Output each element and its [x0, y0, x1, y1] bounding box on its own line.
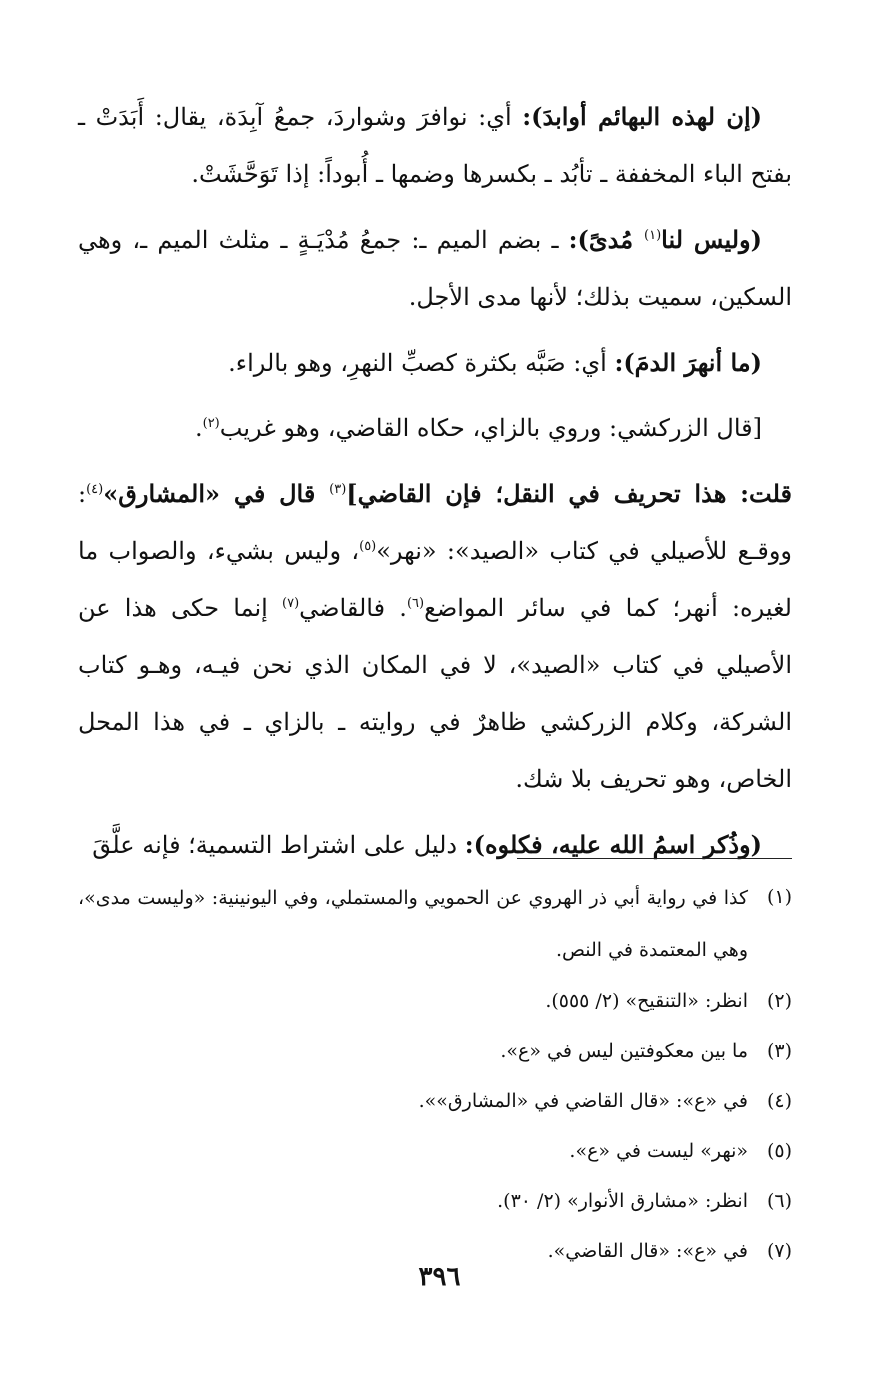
paragraph-heading: (وذُكر اسمُ الله عليه، فكلوه): [464, 830, 762, 859]
paragraph-body: [قال الزركشي: وروي بالزاي، حكاه القاضي، وهو غريب [219, 414, 762, 442]
footnote-text: في «ع»: «قال القاضي في «المشارق»». [418, 1090, 748, 1112]
footnote-ref[interactable]: (١) [644, 228, 662, 243]
footnote-ref[interactable]: (٤) [86, 482, 104, 497]
footnote-number: (٦) [766, 1190, 792, 1212]
paragraph-heading: قلت: هذا تحريف في النقل؛ فإن القاضي] [346, 479, 792, 508]
paragraph-heading: (وليس لنا [661, 225, 763, 254]
paragraph-heading-cont: مُدىً): [568, 225, 645, 254]
footnote-ref[interactable]: (٢) [202, 416, 220, 431]
paragraph-heading: (ما أنهرَ الدمَ): [614, 348, 762, 377]
footnote-ref[interactable]: (٧) [282, 596, 300, 611]
footnote-ref[interactable]: (٥) [359, 539, 377, 554]
page-number: ٣٩٦ [418, 1262, 461, 1292]
paragraph-body: : ووقـع للأصيلي في كتاب «الصيد»: «نهر» [78, 480, 792, 565]
footnote-text: في «ع»: «قال القاضي». [547, 1240, 748, 1262]
footnote-2 [78, 976, 792, 1026]
paragraph-body: دليل على اشتراط التسمية؛ فإنه علَّقَ [92, 831, 465, 859]
paragraph-dhukira [78, 816, 792, 874]
paragraph-muda [78, 211, 792, 326]
footnote-number: (٥) [766, 1140, 792, 1162]
footnote-4 [78, 1076, 792, 1126]
footnote-number: (١) [766, 886, 792, 908]
paragraph-body: ، وليس بشيء، والصواب ما لغيره: أنهر؛ كما في سائر المواضع [78, 537, 792, 622]
paragraph-tail: . [194, 414, 203, 442]
paragraph-heading-cont: قال في «المشارق» [103, 479, 330, 508]
paragraph-qultu [78, 465, 792, 808]
footnote-separator [517, 858, 792, 859]
paragraph-anhar [78, 334, 792, 392]
footnote-1 [78, 872, 792, 976]
footnote-6 [78, 1176, 792, 1226]
paragraph-body: . فالقاضي [299, 594, 407, 622]
paragraph-body: إنما حكى هذا عن الأصيلي في كتاب «الصيد»، لا في المكان الذي نحن فيـه، وهـو كتاب الشركة، وكلام الزركشي ظاهرٌ في روايته ـ بالزاي ـ في هذا المحل الخاص، وهو تحريف بلا شك. [78, 594, 792, 793]
footnote-text: ما بين معكوفتين ليس في «ع». [500, 1040, 748, 1062]
paragraph-body: ـ بضم الميم ـ: جمعُ مُدْيَـةٍ ـ مثلث الميم ـ، وهي السكين، سميت بذلك؛ لأنها مدى الأجل. [78, 226, 792, 311]
paragraph-zarkashi [78, 400, 792, 457]
paragraph-body: أي: نوافرَ وشواردَ، جمعُ آبِدَة، يقال: أَبَدَتْ ـ بفتح الباء المخففة ـ تأبُد ـ بكسرها وضمها ـ أُبوداً: إذا تَوَحَّشَتْ. [78, 103, 792, 188]
paragraph-heading: (إن لهذه البهائم أوابدَ): [522, 102, 762, 131]
footnotes [78, 872, 792, 1276]
footnote-ref[interactable]: (٦) [406, 596, 425, 611]
paragraph-body: أي: صَبَّه بكثرة كصبِّ النهرِ، وهو بالراء. [228, 349, 615, 377]
footnote-number: (٣) [766, 1040, 792, 1062]
footnote-ref[interactable]: (٣) [329, 482, 347, 497]
footnote-5 [78, 1126, 792, 1176]
paragraph-awabid [78, 88, 792, 203]
footnote-text: انظر: «التنقيح» (٢/ ٥٥٥). [545, 990, 748, 1012]
main-text [78, 88, 792, 882]
footnote-text: كذا في رواية أبي ذر الهروي عن الحمويي والمستملي، وفي اليونينية: «وليست مدى»، وهي المعتمدة في النص. [78, 887, 748, 961]
footnote-number: (٧) [766, 1240, 792, 1262]
footnote-number: (٤) [766, 1090, 792, 1112]
footnote-text: «نهر» ليست في «ع». [569, 1140, 748, 1162]
footnote-number: (٢) [766, 990, 792, 1012]
footnote-text: انظر: «مشارق الأنوار» (٢/ ٣٠). [497, 1190, 748, 1212]
footnote-3 [78, 1026, 792, 1076]
